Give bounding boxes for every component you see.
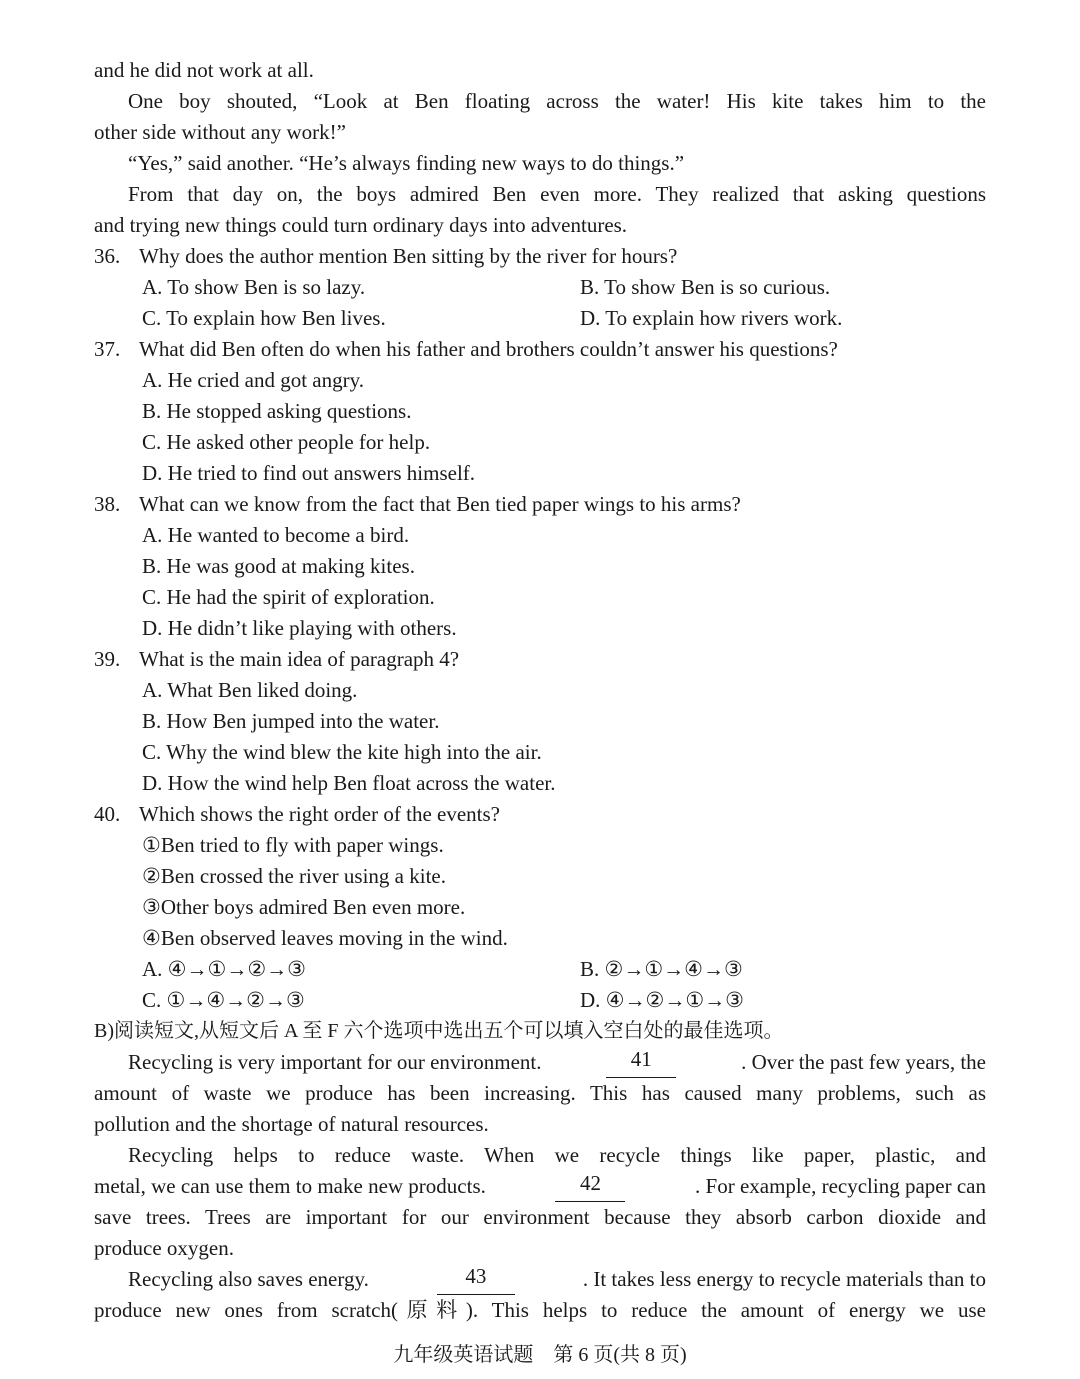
passage-line [128, 1047, 986, 1078]
option: B. ②→①→④→③ [580, 957, 743, 981]
passage-line: produce new ones from scratch(原料). This helps to reduce the amount of energy we use [94, 1298, 986, 1322]
passage-line: One boy shouted, “Look at Ben floating across the water! His kite takes him to the [128, 89, 986, 113]
event-item: ③Other boys admired Ben even more. [142, 895, 466, 919]
question-number: 40. [94, 802, 121, 826]
passage-line: From that day on, the boys admired Ben even more. They realized that asking questions [128, 182, 986, 206]
option: B. To show Ben is so curious. [580, 275, 831, 299]
passage-line: save trees. Trees are important for our environment because they absorb carbon dioxide and [94, 1205, 986, 1229]
question-number: 38. [94, 492, 121, 516]
blank-42[interactable]: 42 [555, 1171, 625, 1202]
blank-41[interactable]: 41 [606, 1047, 676, 1078]
page-footer: 九年级英语试题 第 6 页(共 8 页) [393, 1344, 687, 1366]
option: B. He stopped asking questions. [142, 399, 412, 423]
text-segment: . For example, recycling paper can [695, 1174, 986, 1198]
option: D. ④→②→①→③ [580, 988, 744, 1012]
passage-line: and trying new things could turn ordinary days into adventures. [94, 213, 628, 237]
passage-line: other side without any work!” [94, 120, 346, 144]
passage-line [94, 1171, 986, 1202]
event-item: ①Ben tried to fly with paper wings. [142, 833, 444, 857]
option: B. How Ben jumped into the water. [142, 709, 440, 733]
blank-43[interactable]: 43 [437, 1264, 515, 1295]
passage-line: produce oxygen. [94, 1236, 234, 1260]
question-stem: What is the main idea of paragraph 4? [139, 647, 460, 671]
question-stem: What can we know from the fact that Ben tied paper wings to his arms? [139, 492, 741, 516]
option: C. Why the wind blew the kite high into the air. [142, 740, 542, 764]
option: C. He asked other people for help. [142, 430, 431, 454]
passage-line: Recycling helps to reduce waste. When we recycle things like paper, plastic, and [128, 1143, 986, 1167]
question-number: 37. [94, 337, 121, 361]
text-segment: Recycling is very important for our environment. [128, 1050, 542, 1074]
option: D. He didn’t like playing with others. [142, 616, 457, 640]
text-segment: metal, we can use them to make new products. [94, 1174, 486, 1198]
passage-line: and he did not work at all. [94, 58, 314, 82]
option: D. How the wind help Ben float across the water. [142, 771, 556, 795]
option: B. He was good at making kites. [142, 554, 415, 578]
option: A. He cried and got angry. [142, 368, 364, 392]
option: C. ①→④→②→③ [142, 988, 305, 1012]
question-number: 36. [94, 244, 121, 268]
question-stem: Why does the author mention Ben sitting by the river for hours? [139, 244, 678, 268]
passage-line: pollution and the shortage of natural resources. [94, 1112, 489, 1136]
option: A. What Ben liked doing. [142, 678, 358, 702]
option: A. He wanted to become a bird. [142, 523, 410, 547]
passage-line: “Yes,” said another. “He’s always finding new ways to do things.” [128, 151, 685, 175]
text-segment: . Over the past few years, the [741, 1050, 986, 1074]
question-number: 39. [94, 647, 121, 671]
passage-line: amount of waste we produce has been increasing. This has caused many problems, such as [94, 1081, 986, 1105]
event-item: ②Ben crossed the river using a kite. [142, 864, 446, 888]
event-item: ④Ben observed leaves moving in the wind. [142, 926, 508, 950]
question-stem: Which shows the right order of the events? [139, 802, 500, 826]
option: C. To explain how Ben lives. [142, 306, 386, 330]
option: D. To explain how rivers work. [580, 306, 843, 330]
passage-line [128, 1264, 986, 1295]
option: A. To show Ben is so lazy. [142, 275, 366, 299]
question-stem: What did Ben often do when his father and brothers couldn’t answer his questions? [139, 337, 838, 361]
option: A. ④→①→②→③ [142, 957, 306, 981]
option: D. He tried to find out answers himself. [142, 461, 476, 485]
text-segment: . It takes less energy to recycle materials than to [582, 1267, 986, 1291]
section-heading: B)阅读短文,从短文后 A 至 F 六个选项中选出五个可以填入空白处的最佳选项。 [94, 1020, 784, 1042]
text-segment: Recycling also saves energy. [128, 1267, 369, 1291]
option: C. He had the spirit of exploration. [142, 585, 435, 609]
